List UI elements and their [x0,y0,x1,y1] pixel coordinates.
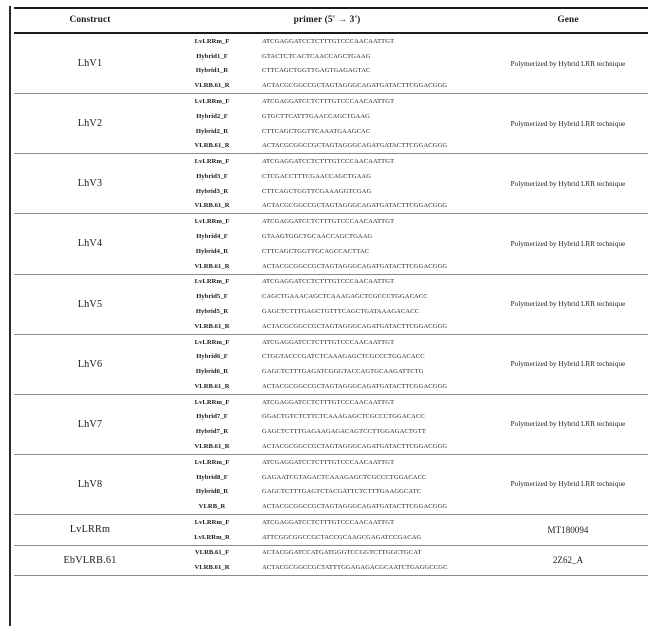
primer-sequence-cell: GTAAGTGGCTGCAACCAGCTGAAG [262,233,373,241]
table-row [14,394,648,409]
table-body [14,33,648,590]
primer-name-cell: Hybrid8_F [196,473,228,481]
table-row [14,33,648,49]
primer-name-cell: VLRB.61_R [194,82,230,90]
gene-cell: Polymerized by Hybrid LRR technique [488,274,648,334]
primer-name-cell: VLRB.61_R [194,564,230,572]
primer-sequence-cell: ATCGAGGATCCTCTTTGTCCCAACAATTGT [258,274,488,289]
primer-name-cell: LvLRRm_F [166,515,258,530]
primer-name-cell: LvLRRm_F [166,33,258,49]
primer-sequence-cell: ACTACGCGGCCGCTAGTAGGGCAGATGATACTTCGGACGGG [262,503,448,511]
primer-sequence-cell: ATCGAGGATCCTCTTTGTCCCAACAATTGT [258,454,488,469]
primer-sequence-cell: GTACTCTCACTCAACCAGCTGAAG [262,52,371,60]
column-header-gene: Gene [557,15,579,25]
primer-sequence-cell: ATCGAGGATCCTCTTTGTCCCAACAATTGT [258,94,488,109]
primer-sequence-cell: CAGCTGAAACAGCTCAAAGAGCTCGCCCTGGACACC [262,293,428,301]
primer-name-cell: Hybrid5_F [196,293,228,301]
primer-sequence-cell: ATCGAGGATCCTCTTTGTCCCAACAATTGT [258,33,488,49]
construct-cell: EbVLRB.61 [14,545,166,576]
primer-name-cell: Hybrid3_F [196,172,228,180]
primer-sequence-cell: CTTCAGCTGGTTCGAAAGGTCGAG [262,187,372,195]
table-row [14,515,648,530]
primer-name-cell: Hybrid1_R [195,67,229,75]
primer-name-cell: LvLRRm_R [194,533,230,541]
gene-cell: Polymerized by Hybrid LRR technique [488,33,648,94]
primer-name-cell: Hybrid2_R [195,127,229,135]
primer-sequence-cell: GAGCTCTTTGAGCTGTTTCAGCTGATAAAGACACC [262,307,420,315]
primer-sequence-cell: GAGCTCTTTGAGATCGGGTACCAGTGCAAGATTCTG [262,368,424,376]
gene-cell: Polymerized by Hybrid LRR technique [488,334,648,394]
construct-cell: LhV6 [14,334,166,394]
table-row [14,94,648,109]
primer-sequence-cell: ATCGAGGATCCTCTTTGTCCCAACAATTGT [258,515,488,530]
primer-sequence-cell: CTTCAGCTGGTTGAGTGAGAGTAC [262,67,371,75]
table-header [14,8,648,33]
primer-name-cell: VLRB_R [198,503,226,511]
primer-sequence-cell: GAGAATCGTAGACTCAAAGAGCTCGCCCTGGACACC [262,473,427,481]
primer-sequence-cell: ACTACGCGGCCGCTAGTAGGGCAGATGATACTTCGGACGGG [262,382,448,390]
primer-name-cell: VLRB.61_R [194,142,230,150]
primer-sequence-cell: GAGCTCTTTGAGTCTACGATTCTCTTTGAAGGCATC [262,488,422,496]
primer-name-cell: VLRB.61_R [194,262,230,270]
construct-cell: LvLRRm [14,515,166,546]
primer-sequence-cell: ACTACGCGGCCGCTATTTGGAGAGACGCAATCTGAGGCCGC [262,564,448,572]
column-header-primer: primer (5' → 3') [293,15,361,25]
primer-name-cell: Hybrid7_R [195,428,229,436]
primer-name-cell: VLRB.61_R [194,382,230,390]
primer-sequence-cell: ACTACGCGGCCGCTAGTAGGGCAGATGATACTTCGGACGGG [262,322,448,330]
primer-name-cell: LvLRRm_F [166,394,258,409]
construct-cell: LhV5 [14,274,166,334]
gene-cell: Polymerized by Hybrid LRR technique [488,214,648,274]
table-bottom-rule [14,576,648,591]
primer-sequence-cell: ACTACGCGGCCGCTAGTAGGGCAGATGATACTTCGGACGGG [262,202,448,210]
primer-sequence-cell: ACTACGCGGCCGCTAGTAGGGCAGATGATACTTCGGACGGG [262,262,448,270]
table-row [14,154,648,169]
primer-name-cell: Hybrid8_R [195,488,229,496]
primer-name-cell: Hybrid6_R [195,368,229,376]
gene-cell: Polymerized by Hybrid LRR technique [488,394,648,454]
gene-cell: MT180094 [488,515,648,546]
primer-name-cell: LvLRRm_F [166,214,258,229]
table-row [14,274,648,289]
construct-cell: LhV8 [14,454,166,514]
primer-name-cell: LvLRRm_F [166,334,258,349]
primer-name-cell: Hybrid3_R [195,187,229,195]
primer-sequence-cell: ATCGAGGATCCTCTTTGTCCCAACAATTGT [258,394,488,409]
primer-sequence-cell: GTGCTTCATTTGAACCAGCTGAAG [262,112,370,120]
primer-name-cell: Hybrid5_R [195,307,229,315]
table-footer-space [14,576,648,591]
primer-sequence-cell: ATCGAGGATCCTCTTTGTCCCAACAATTGT [258,334,488,349]
construct-cell: LhV3 [14,154,166,214]
primer-sequence-cell: ACTACGCGGCCGCTAGTAGGGCAGATGATACTTCGGACGGG [262,142,448,150]
primer-sequence-cell: CTTCAGCTGGTTGCAGCCACTTAC [262,247,370,255]
construct-cell: LhV1 [14,33,166,94]
gene-cell: Polymerized by Hybrid LRR technique [488,454,648,514]
primer-name-cell: Hybrid7_F [196,413,228,421]
gene-cell: Polymerized by Hybrid LRR technique [488,94,648,154]
table-row [14,454,648,469]
primer-sequence-cell: ATTCGGCGGCCGCTACCGCAAGCGAGATCCGACAG [262,533,422,541]
primer-name-cell: LvLRRm_F [166,154,258,169]
primer-sequence-cell: ACTACGCGGCCGCTAGTAGGGCAGATGATACTTCGGACGGG [262,442,448,450]
table-row [14,545,648,560]
primer-name-cell: VLRB.61_R [194,442,230,450]
primer-sequence-cell: ACTACGCGGCCGCTAGTAGGGCAGATGATACTTCGGACGGG [262,82,448,90]
primer-name-cell: Hybrid2_F [196,112,228,120]
primer-name-cell: LvLRRm_F [166,94,258,109]
primer-name-cell: Hybrid1_F [196,52,228,60]
column-header-construct: Construct [69,15,111,25]
gene-cell: 2Z62_A [488,545,648,576]
primer-sequence-cell: GAGCTCTTTGAGAAGAGACAGTCCTTGGAGACTGTT [262,428,426,436]
primer-name-cell: Hybrid6_F [196,353,228,361]
primer-name-cell: LvLRRm_F [166,274,258,289]
construct-cell: LhV4 [14,214,166,274]
left-margin-rule [9,6,11,626]
construct-cell: LhV2 [14,94,166,154]
primer-sequence-cell: CTGGTACCCGATCTCAAAGAGCTCGCCCTGGACACC [262,353,425,361]
table-row [14,334,648,349]
primer-table [14,7,648,590]
primer-sequence-cell: CTTCAGCTGGTTCAAATGAAGCAC [262,127,371,135]
primer-sequence-cell: GGACTGTCTCTTCTCAAAGAGCTCGCCCTGGACACC [262,413,425,421]
primer-name-cell: Hybrid4_F [196,233,228,241]
primer-sequence-cell: CTCGACCTTTCGAACCAGCTGAAG [262,172,372,180]
gene-cell: Polymerized by Hybrid LRR technique [488,154,648,214]
primer-name-cell: Hybrid4_R [195,247,229,255]
primer-sequence-cell: ACTACGGATCCATGATGGGTCCGGTCTTGGCTGCAT [258,545,488,560]
table-row [14,214,648,229]
primer-name-cell: VLRB.61_R [194,202,230,210]
primer-name-cell: LvLRRm_F [166,454,258,469]
primer-name-cell: VLRB.61_R [194,322,230,330]
primer-sequence-cell: ATCGAGGATCCTCTTTGTCCCAACAATTGT [258,154,488,169]
primer-sequence-cell: ATCGAGGATCCTCTTTGTCCCAACAATTGT [258,214,488,229]
construct-cell: LhV7 [14,394,166,454]
primer-name-cell: VLRB.61_F [166,545,258,560]
